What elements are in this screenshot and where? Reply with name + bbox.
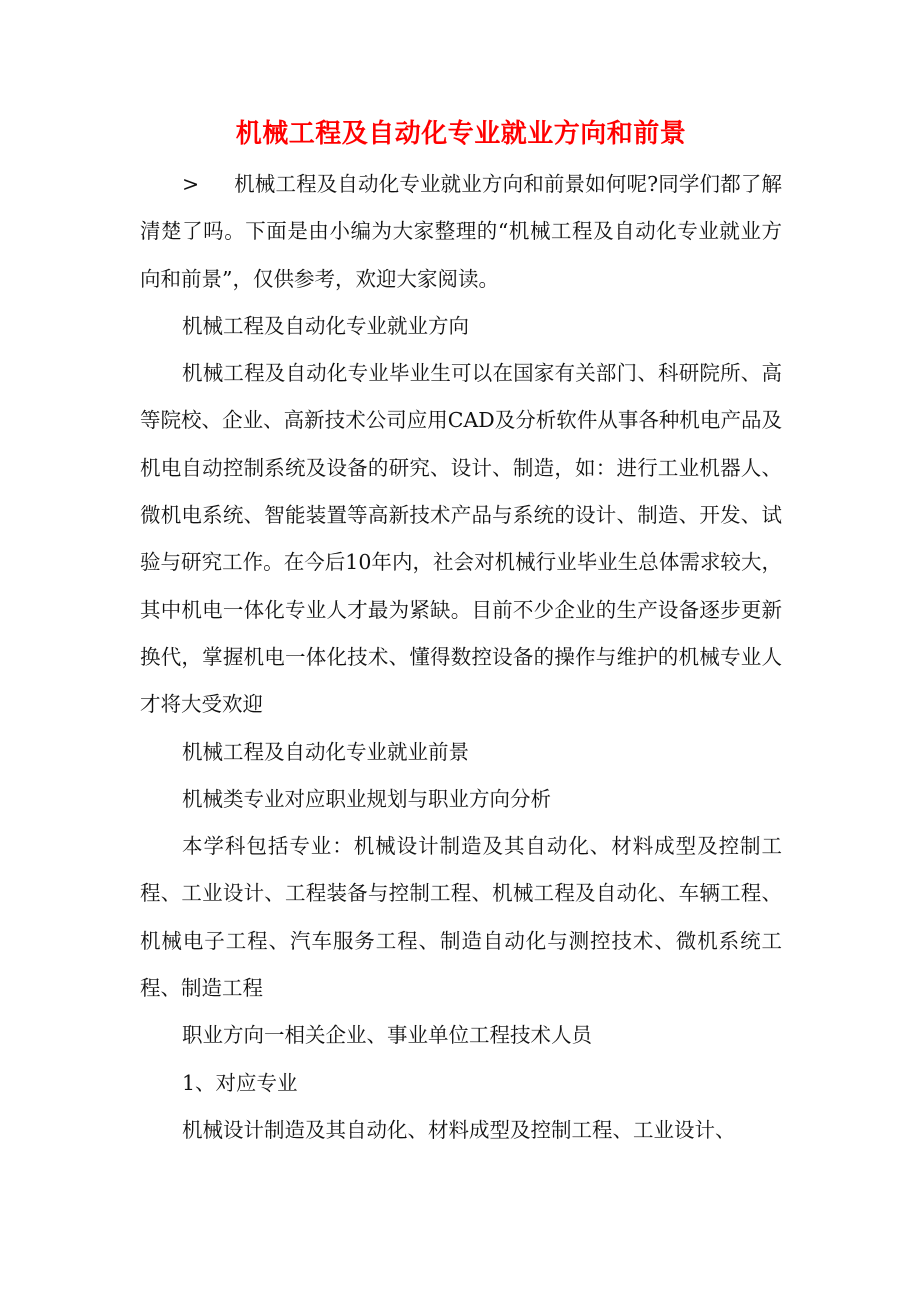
paragraph-corresponding-major-body: 机械设计制造及其自动化、材料成型及控制工程、工业设计、: [182, 1117, 736, 1142]
intro-text: 机械工程及自动化专业就业方向和前景如何呢?同学们都了解清楚了吗。下面是由小编为大家整理的“机械工程及自动化专业就业方向和前景”，仅供参考，欢迎大家阅读。: [140, 172, 782, 291]
paragraph-direction-body: 机械工程及自动化专业毕业生可以在国家有关部门、科研院所、高等院校、企业、高新技术公司应用CAD及分析软件从事各种机电产品及机电自动控制系统及设备的研究、设计、制造，如：进行工业机器人、微机电系统、智能装置等高新技术产品与系统的设计、制造、开发、试验与研究工作。在今后10年内，社会对机械行业毕业生总体需求较大，其中机电一体化专业人才最为紧缺。目前不少企业的生产设备逐步更新换代，掌握机电一体化技术、懂得数控设备的操作与维护的机械专业人才将大受欢迎: [140, 361, 782, 717]
paragraph-majors: 本学科包括专业：机械设计制造及其自动化、材料成型及控制工程、工业设计、工程装备与控制工程、机械工程及自动化、车辆工程、机械电子工程、汽车服务工程、制造自动化与测控技术、微机系统工程、制造工程: [140, 834, 782, 1001]
document-content: [140, 114, 782, 1154]
intro-mark: >: [182, 172, 200, 196]
intro-paragraph: [140, 161, 782, 303]
paragraph-corresponding-major-heading: 1、对应专业: [182, 1070, 298, 1095]
section-heading-direction: 机械工程及自动化专业就业方向: [182, 313, 469, 338]
paragraph-career-direction-one: 职业方向一相关企业、事业单位工程技术人员: [182, 1023, 592, 1048]
document-title: 机械工程及自动化专业就业方向和前景: [235, 119, 687, 149]
section-heading-career-planning: 机械类专业对应职业规划与职业方向分析: [182, 786, 551, 811]
section-heading-prospect: 机械工程及自动化专业就业前景: [182, 739, 469, 764]
